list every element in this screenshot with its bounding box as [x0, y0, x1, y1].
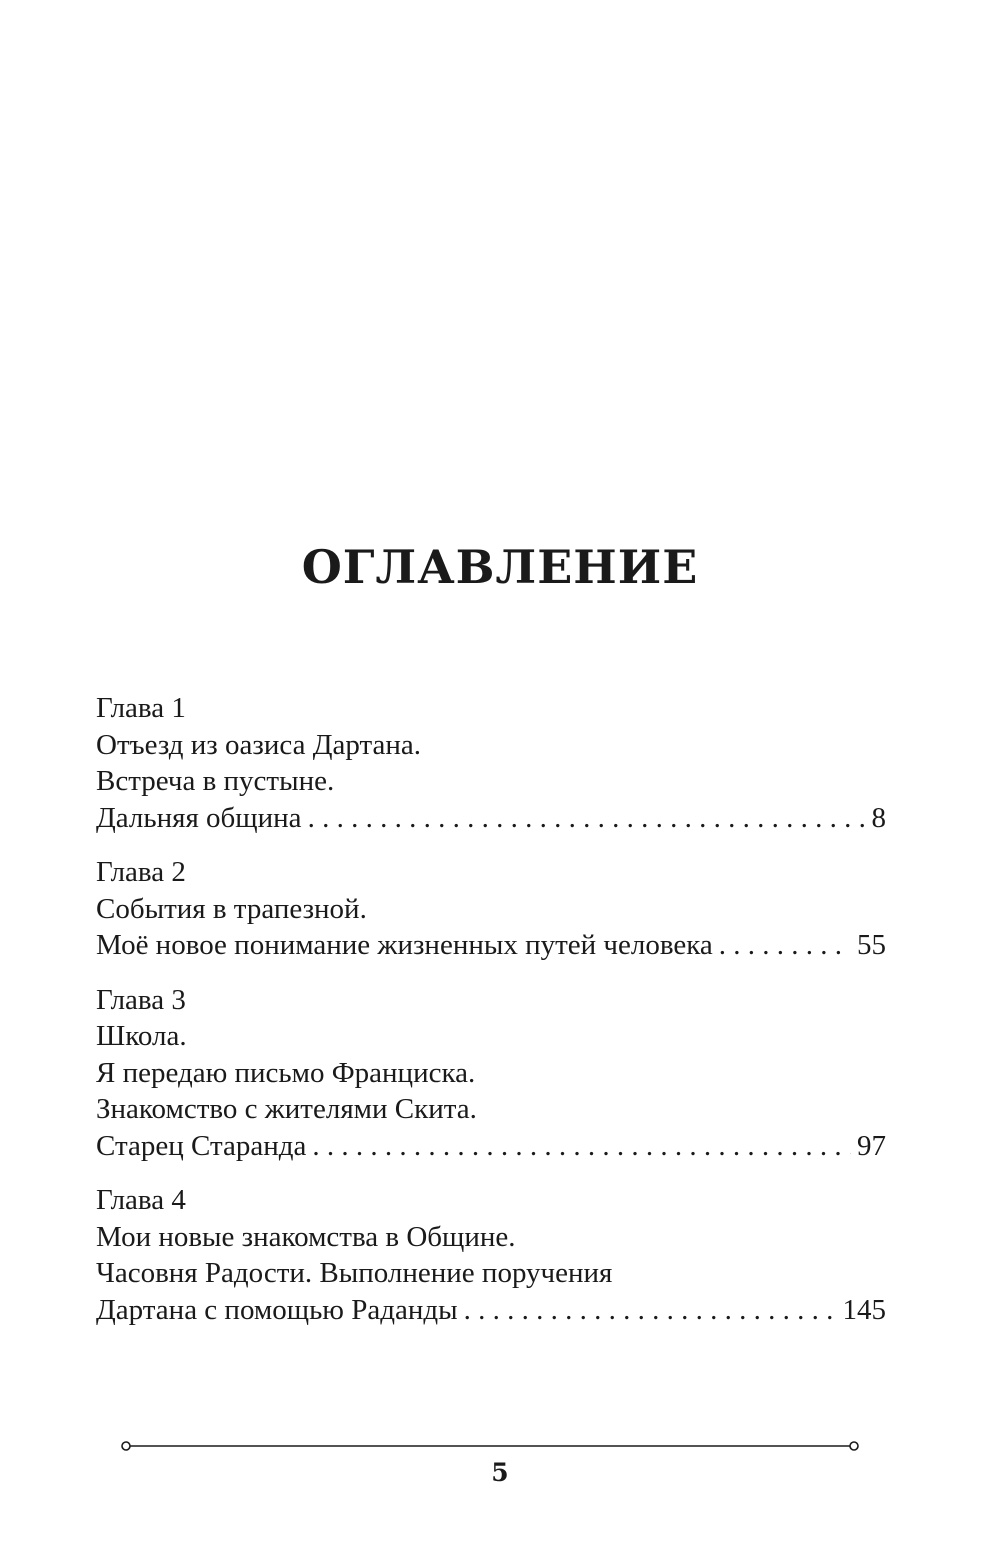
chapter-title-line: Школа. [96, 1020, 187, 1052]
page-number: 5 [491, 1458, 509, 1487]
dot-leader [308, 800, 866, 837]
chapter-label: Глава 1 [96, 692, 186, 724]
toc-chapter-3 [96, 982, 886, 1165]
page-ref: 97 [857, 1129, 886, 1162]
chapter-title-line: События в трапезной. [96, 892, 367, 925]
chapter-title-line: Мои новые знакомства в Общине. [96, 1220, 516, 1253]
chapter-label: Глава 2 [96, 856, 186, 888]
footer-divider [120, 1436, 860, 1456]
dot-leader [719, 927, 851, 964]
chapter-title-line: Часовня Радости. Выполнение поручения [96, 1257, 613, 1289]
page-ref: 145 [842, 1293, 886, 1326]
toc-entry-line [96, 1128, 886, 1165]
table-of-contents [96, 690, 886, 1346]
chapter-title-line: Отъезд из оазиса Дартана. [96, 728, 422, 761]
toc-chapter-2 [96, 854, 886, 964]
toc-chapter-4 [96, 1182, 886, 1328]
toc-entry-line [96, 927, 886, 964]
dot-leader [312, 1128, 851, 1165]
chapter-title-line: Моё новое понимание жизненных путей человека [96, 929, 713, 961]
page-title: ОГЛАВЛЕНИЕ [301, 540, 699, 594]
chapter-title-line: Старец Старанда [96, 1129, 307, 1162]
chapter-title-line: Дальняя община [96, 801, 302, 834]
toc-entry-line [96, 800, 886, 837]
toc-entry-line [96, 1292, 886, 1329]
dot-leader [464, 1292, 837, 1329]
page-ref: 8 [871, 801, 886, 834]
page-ref: 55 [857, 929, 886, 961]
chapter-title-line: Встреча в пустыне. [96, 765, 335, 797]
chapter-title-line: Я передаю письмо Франциска. [96, 1056, 476, 1089]
chapter-title-line: Дартана с помощью Раданды [96, 1293, 458, 1326]
chapter-title-line: Знакомство с жителями Скита. [96, 1093, 477, 1125]
toc-chapter-1 [96, 690, 886, 836]
chapter-label: Глава 4 [96, 1184, 186, 1216]
chapter-label: Глава 3 [96, 983, 186, 1016]
